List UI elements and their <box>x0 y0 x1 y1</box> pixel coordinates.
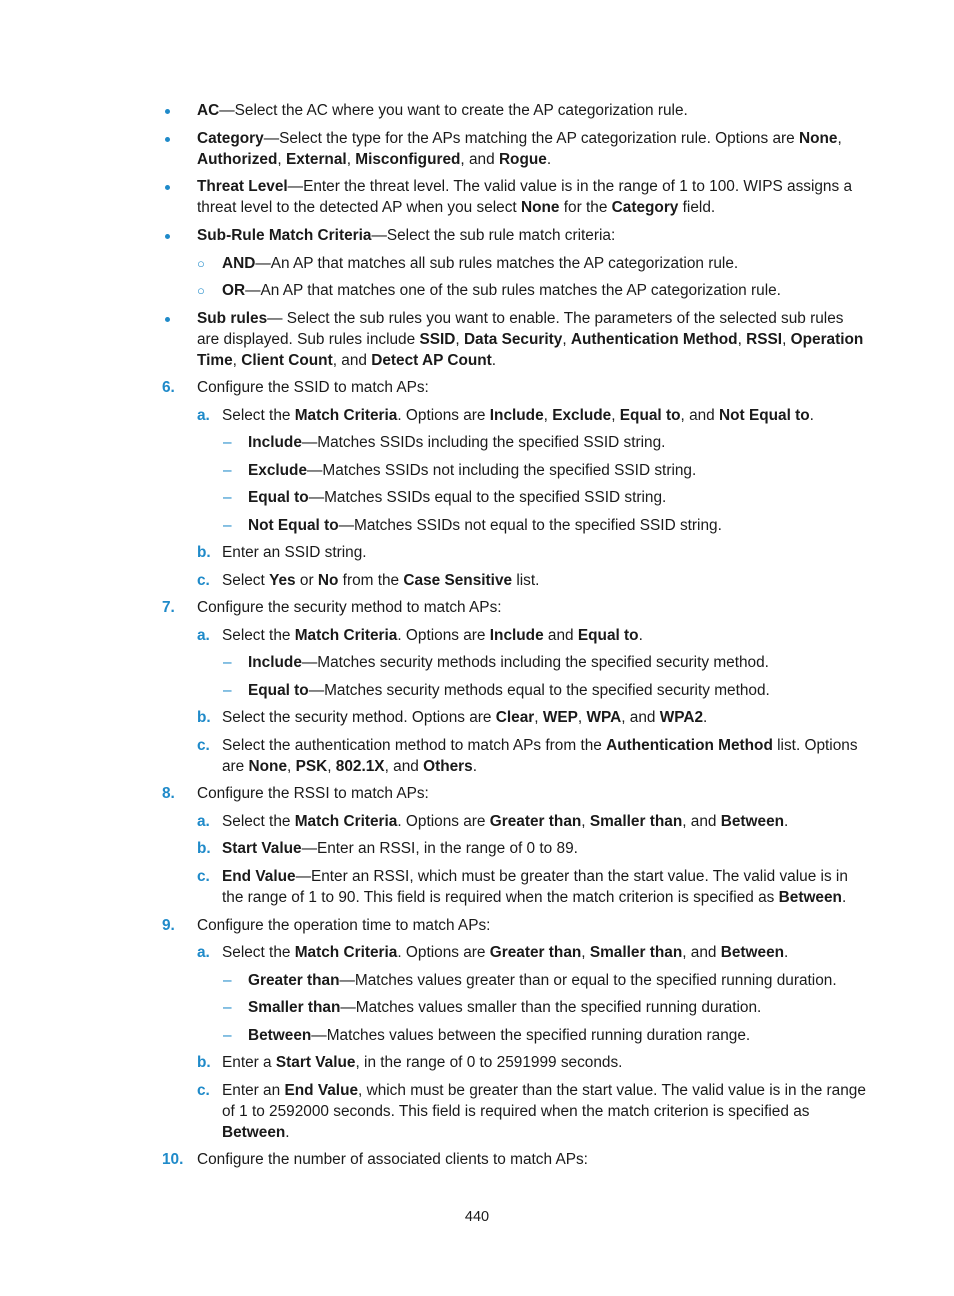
step-number: 6. <box>162 379 175 396</box>
bold-term: Match Criteria <box>294 813 398 830</box>
bold-term: Detect AP Count <box>371 352 492 369</box>
dash-marker: – <box>223 999 232 1016</box>
text-run: Enter an <box>222 1082 285 1099</box>
dash-marker: – <box>223 434 232 451</box>
text-run: , <box>782 331 791 348</box>
bold-term: Sub rules <box>197 310 268 327</box>
bold-term: Category <box>197 130 264 147</box>
text-run: , <box>543 407 553 424</box>
step-6-text <box>197 377 867 398</box>
substep-letter: c. <box>197 737 210 754</box>
bold-term: None <box>248 758 288 775</box>
step-7c-text <box>222 735 867 777</box>
text-run: —Select the AC where you want to create the AP categorization rule. <box>219 102 688 119</box>
text-run: —Matches SSIDs not equal to the specified SSID string. <box>338 517 722 534</box>
bold-term: Smaller than <box>589 944 683 961</box>
substep-letter: b. <box>197 840 211 857</box>
dash-marker: – <box>223 682 232 699</box>
text-run: , and <box>680 407 720 424</box>
bold-term: Equal to <box>577 627 639 644</box>
text-run: field. <box>678 199 716 216</box>
text-run: . <box>491 352 497 369</box>
text-run: , and <box>460 151 499 168</box>
text-run: and <box>543 627 578 644</box>
text-run: , <box>277 151 286 168</box>
text-run: —Matches values greater than or equal to the specified running duration. <box>339 972 837 989</box>
list-item-ac <box>197 100 867 121</box>
option-include <box>248 432 867 453</box>
bold-term: AND <box>222 255 256 272</box>
bold-term: No <box>317 572 339 589</box>
bold-term: Start Value <box>222 840 302 857</box>
text-run: —Matches SSIDs including the specified SSID string. <box>301 434 666 451</box>
bold-term: Case Sensitive <box>403 572 513 589</box>
text-run: , <box>737 331 747 348</box>
bold-term: WPA <box>586 709 622 726</box>
bold-term: Between <box>248 1027 312 1044</box>
text-run: —Enter the threat level. The valid value is in the range of 1 to 100. WIPS assigns a threat level to the detected AP when you select <box>197 178 853 216</box>
text-run: —Enter an RSSI, in the range of 0 to 89. <box>301 840 578 857</box>
bold-term: OR <box>222 282 246 299</box>
bold-term: Include <box>248 654 302 671</box>
text-run: , and <box>332 352 372 369</box>
text-run: . <box>546 151 552 168</box>
option-equal-to-security <box>248 680 867 701</box>
substep-letter: c. <box>197 1082 210 1099</box>
text-run: , <box>562 331 571 348</box>
bold-term: Client Count <box>241 352 333 369</box>
step-number: 9. <box>162 917 175 934</box>
dash-marker: – <box>223 654 232 671</box>
text-run: list. Options are <box>222 737 858 775</box>
option-between <box>248 1025 867 1046</box>
bold-term: AC <box>197 102 220 119</box>
dash-marker: – <box>223 1027 232 1044</box>
text-run: —An AP that matches all sub rules matches the AP categorization rule. <box>255 255 739 272</box>
sub-item-and <box>222 253 867 274</box>
text-run: , <box>837 130 842 147</box>
step-6b-text <box>222 542 867 563</box>
step-number: 7. <box>162 599 175 616</box>
text-run: . Options are <box>397 407 490 424</box>
step-6a-text <box>222 405 867 426</box>
text-run: Select the <box>222 813 295 830</box>
step-9-text <box>197 915 867 936</box>
text-run: , and <box>682 813 721 830</box>
step-6c-text <box>222 570 867 591</box>
text-run: . <box>703 709 708 726</box>
option-smaller-than <box>248 997 867 1018</box>
list-item-threat-level <box>197 176 867 218</box>
bold-term: Operation Time <box>197 331 864 369</box>
bold-term: Start Value <box>275 1054 356 1071</box>
text-run: , <box>287 758 296 775</box>
substep-letter: a. <box>197 627 210 644</box>
text-run: — Select the sub rules you want to enable. The parameters of the selected sub rules are displayed. Sub rules include <box>197 310 844 348</box>
bold-term: Authentication Method <box>606 737 773 754</box>
text-run: , <box>346 151 356 168</box>
bold-term: Category <box>611 199 679 216</box>
step-8c-text <box>222 866 867 908</box>
text-run: —Matches values between the specified running duration range. <box>311 1027 751 1044</box>
text-run: . Options are <box>397 627 490 644</box>
bold-term: Greater than <box>489 944 582 961</box>
bold-term: Greater than <box>248 972 340 989</box>
text-run: Select the security method. Options are <box>222 709 496 726</box>
text-run: —Select the sub rule match criteria: <box>371 227 616 244</box>
text-run: Enter an SSID string. <box>222 544 367 561</box>
text-run: Configure the SSID to match APs: <box>197 379 429 396</box>
bold-term: Authorized <box>197 151 278 168</box>
text-run: —Matches SSIDs not including the specified SSID string. <box>307 462 697 479</box>
text-run: —Matches values smaller than the specified running duration. <box>340 999 762 1016</box>
step-8-text <box>197 783 867 804</box>
bold-term: Equal to <box>619 407 681 424</box>
text-run: , in the range of 0 to 2591999 seconds. <box>355 1054 623 1071</box>
text-run: . <box>784 813 789 830</box>
bullet-marker <box>165 234 170 239</box>
bold-term: Between <box>778 889 842 906</box>
text-run: , which must be greater than the start value. The valid value is in the range of 1 to 2592000 seconds. This field is required when the match criterion is specified as <box>222 1082 866 1120</box>
substep-letter: b. <box>197 709 211 726</box>
bold-term: End Value <box>222 868 296 885</box>
bold-term: Threat Level <box>197 178 288 195</box>
list-item-sub-rule-match-criteria <box>197 225 867 246</box>
text-run: . <box>784 944 789 961</box>
text-run: —Matches SSIDs equal to the specified SSID string. <box>308 489 667 506</box>
text-run: Select the <box>222 407 295 424</box>
option-greater-than <box>248 970 867 991</box>
bold-term: Include <box>489 627 544 644</box>
text-run: , <box>611 407 620 424</box>
bold-term: Not Equal to <box>248 517 339 534</box>
bold-term: Exclude <box>552 407 612 424</box>
bullet-marker <box>165 137 170 142</box>
bold-term: Between <box>720 944 785 961</box>
bold-term: Include <box>248 434 302 451</box>
text-run: . <box>841 889 847 906</box>
bold-term: Sub-Rule Match Criteria <box>197 227 372 244</box>
substep-letter: c. <box>197 572 210 589</box>
bold-term: RSSI <box>746 331 783 348</box>
text-run: , and <box>621 709 660 726</box>
dash-marker: – <box>223 489 232 506</box>
text-run: , <box>577 709 587 726</box>
bold-term: Others <box>423 758 473 775</box>
bold-term: SSID <box>419 331 456 348</box>
bold-term: WPA2 <box>659 709 704 726</box>
bullet-marker <box>165 109 170 114</box>
text-run: , and <box>384 758 424 775</box>
option-include-security <box>248 652 867 673</box>
option-not-equal-to <box>248 515 867 536</box>
text-run: Configure the operation time to match APs: <box>197 917 491 934</box>
text-run: . <box>809 407 814 424</box>
bold-term: Data Security <box>463 331 563 348</box>
substep-letter: b. <box>197 544 211 561</box>
step-9c-text <box>222 1080 867 1143</box>
bold-term: Smaller than <box>589 813 683 830</box>
step-10-text <box>197 1149 867 1170</box>
text-run: , and <box>682 944 721 961</box>
text-run: . Options are <box>397 944 490 961</box>
step-8a-text <box>222 811 867 832</box>
bold-term: Match Criteria <box>294 944 398 961</box>
bold-term: Not Equal to <box>719 407 810 424</box>
text-run: , <box>581 944 590 961</box>
bold-term: Yes <box>269 572 296 589</box>
bold-term: Match Criteria <box>294 407 398 424</box>
bold-term: Misconfigured <box>355 151 461 168</box>
bold-term: External <box>285 151 347 168</box>
list-item-category <box>197 128 867 170</box>
text-run: . <box>285 1124 290 1141</box>
step-9a-text <box>222 942 867 963</box>
text-run: Enter a <box>222 1054 276 1071</box>
text-run: , <box>581 813 590 830</box>
text-run: . <box>472 758 477 775</box>
text-run: Select the <box>222 627 295 644</box>
bullet-marker <box>165 185 170 190</box>
substep-letter: a. <box>197 407 210 424</box>
page-number: 440 <box>464 1209 490 1225</box>
bold-term: Match Criteria <box>294 627 398 644</box>
circle-marker: ○ <box>197 283 205 298</box>
step-9b-text <box>222 1052 867 1073</box>
bold-term: PSK <box>295 758 328 775</box>
list-item-sub-rules <box>197 308 867 371</box>
bold-term: Exclude <box>248 462 308 479</box>
text-run: . <box>638 627 643 644</box>
text-run: Select <box>222 572 270 589</box>
text-run: list. <box>512 572 540 589</box>
bold-term: Between <box>222 1124 286 1141</box>
text-run: , <box>534 709 543 726</box>
substep-letter: a. <box>197 813 210 830</box>
bold-term: Equal to <box>248 489 309 506</box>
bold-term: WEP <box>542 709 578 726</box>
text-run: —Matches security methods equal to the specified security method. <box>308 682 770 699</box>
bold-term: Authentication Method <box>570 331 738 348</box>
text-run: , <box>455 331 464 348</box>
text-run: Configure the number of associated clients to match APs: <box>197 1151 588 1168</box>
step-7-text <box>197 597 867 618</box>
circle-marker: ○ <box>197 256 205 271</box>
bold-term: Equal to <box>248 682 309 699</box>
text-run: , <box>232 352 242 369</box>
bold-term: None <box>799 130 838 147</box>
text-run: Select the <box>222 944 295 961</box>
step-8b-text <box>222 838 867 859</box>
text-run: —Enter an RSSI, which must be greater than the start value. The valid value is in the range of 1 to 90. This field is required when the match criterion is specified as <box>222 868 848 906</box>
text-run: —Matches security methods including the specified security method. <box>301 654 769 671</box>
dash-marker: – <box>223 462 232 479</box>
step-number: 10. <box>162 1151 184 1168</box>
text-run: Configure the security method to match APs: <box>197 599 502 616</box>
bold-term: Clear <box>495 709 535 726</box>
substep-letter: c. <box>197 868 210 885</box>
text-run: , <box>327 758 336 775</box>
bold-term: End Value <box>284 1082 359 1099</box>
bold-term: Rogue <box>498 151 547 168</box>
bold-term: Include <box>489 407 544 424</box>
bold-term: None <box>520 199 560 216</box>
bold-term: Greater than <box>489 813 582 830</box>
text-run: —Select the type for the APs matching the AP categorization rule. Options are <box>263 130 799 147</box>
text-run: from the <box>338 572 404 589</box>
step-number: 8. <box>162 785 175 802</box>
text-run: or <box>295 572 318 589</box>
option-exclude <box>248 460 867 481</box>
substep-letter: b. <box>197 1054 211 1071</box>
dash-marker: – <box>223 972 232 989</box>
bold-term: Between <box>720 813 785 830</box>
text-run: Configure the RSSI to match APs: <box>197 785 429 802</box>
step-7a-text <box>222 625 867 646</box>
bold-term: 802.1X <box>335 758 385 775</box>
option-equal-to <box>248 487 867 508</box>
bullet-marker <box>165 317 170 322</box>
step-7b-text <box>222 707 867 728</box>
substep-letter: a. <box>197 944 210 961</box>
text-run: for the <box>559 199 612 216</box>
sub-item-or <box>222 280 867 301</box>
text-run: Select the authentication method to match APs from the <box>222 737 607 754</box>
bold-term: Smaller than <box>248 999 341 1016</box>
text-run: —An AP that matches one of the sub rules matches the AP categorization rule. <box>245 282 781 299</box>
dash-marker: – <box>223 517 232 534</box>
text-run: . Options are <box>397 813 490 830</box>
